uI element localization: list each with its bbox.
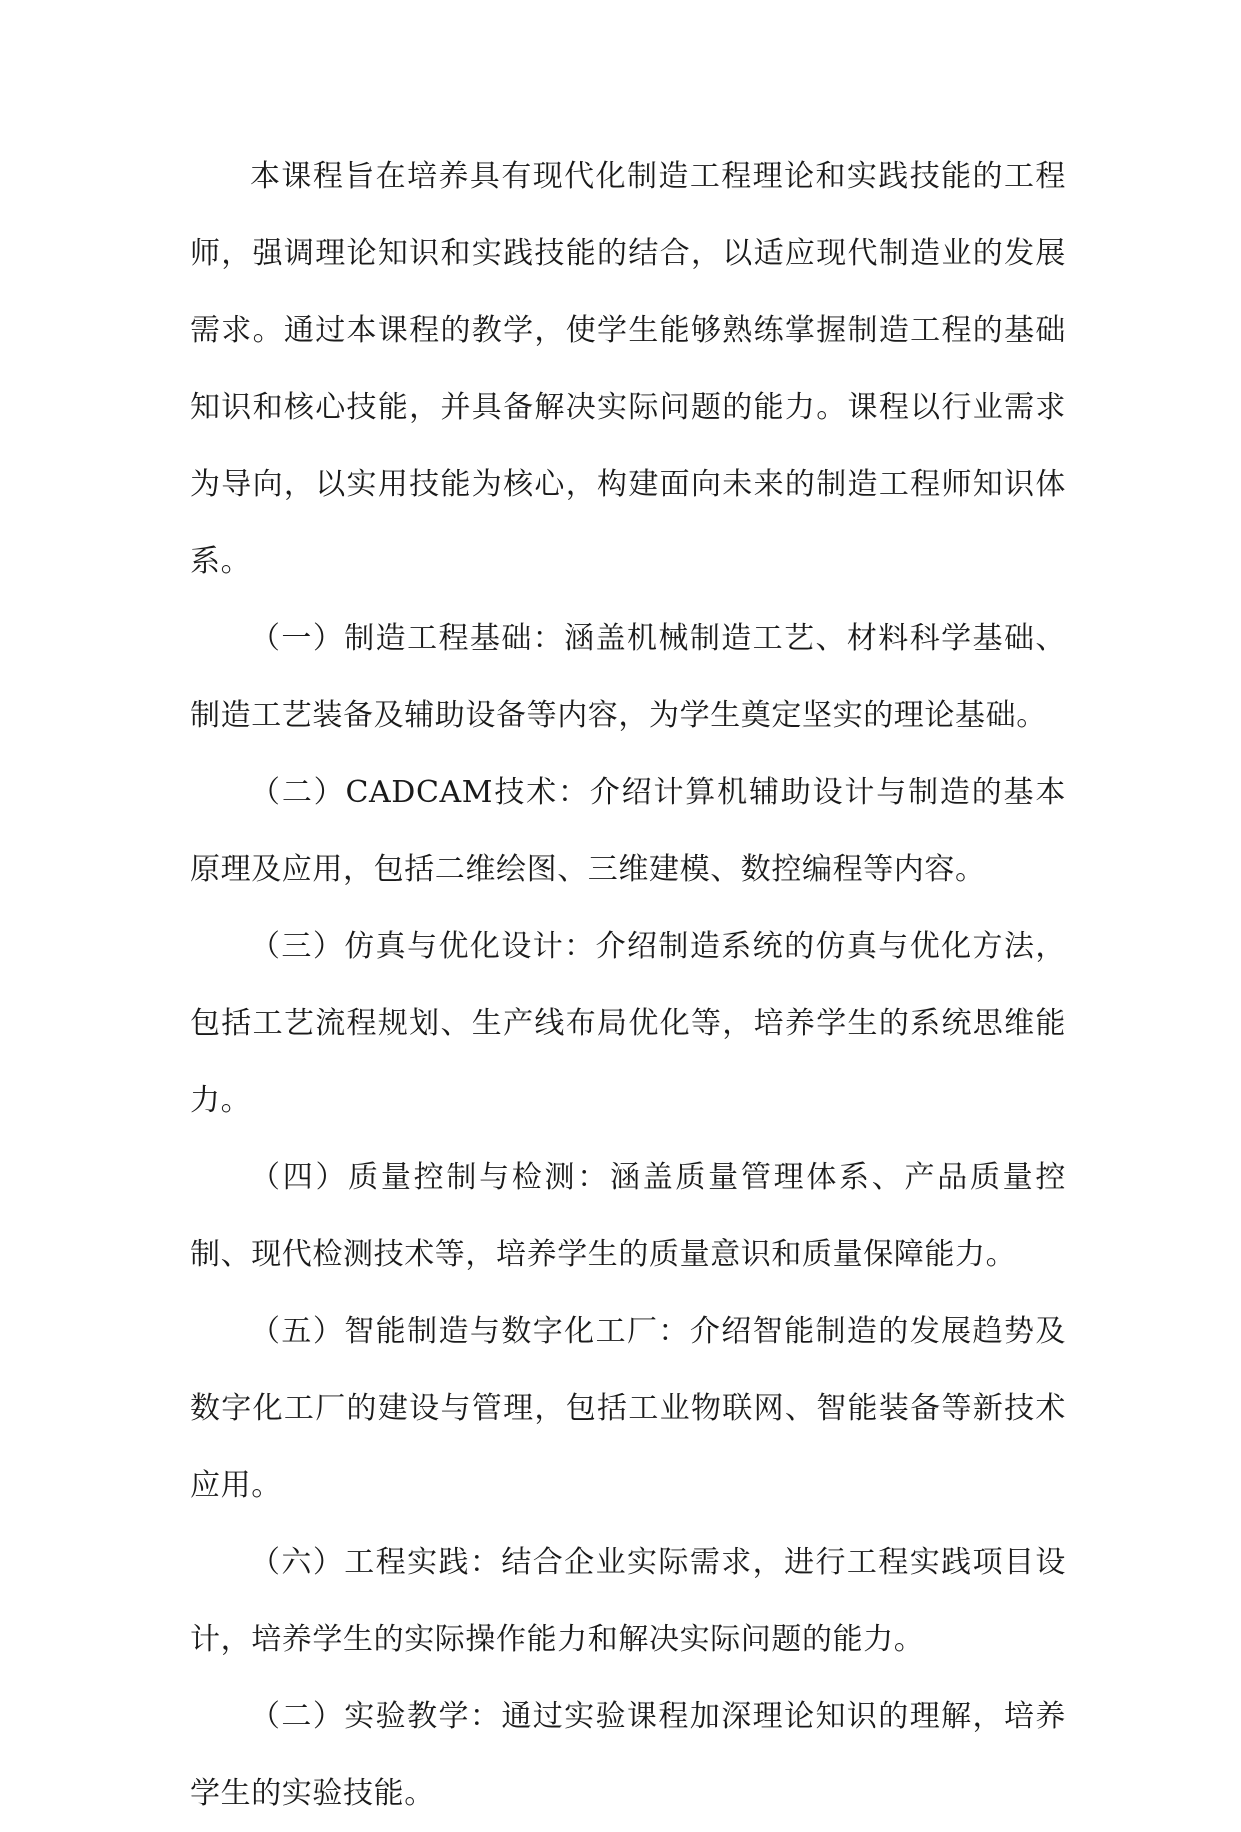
section-smart-manufacturing: （五）智能制造与数字化工厂：介绍智能制造的发展趋势及数字化工厂的建设与管理，包括工业物联网、智能装备等新技术应用。 <box>190 1314 1066 1503</box>
section-engineering-practice: （六）工程实践：结合企业实际需求，进行工程实践项目设计，培养学生的实际操作能力和解决实际问题的能力。 <box>190 1545 1066 1657</box>
section-quality-control: （四）质量控制与检测：涵盖质量管理体系、产品质量控制、现代检测技术等，培养学生的质量意识和质量保障能力。 <box>190 1160 1066 1272</box>
intro-paragraph: 本课程旨在培养具有现代化制造工程理论和实践技能的工程师，强调理论知识和实践技能的结合，以适应现代制造业的发展需求。通过本课程的教学，使学生能够熟练掌握制造工程的基础知识和核心技能，并具备解决实际问题的能力。课程以行业需求为导向，以实用技能为核心，构建面向未来的制造工程师知识体系。 <box>190 159 1066 579</box>
section-cadcam: （二）CADCAM技术：介绍计算机辅助设计与制造的基本原理及应用，包括二维绘图、三维建模、数控编程等内容。 <box>190 775 1066 887</box>
section-experimental-teaching: （二）实验教学：通过实验课程加深理论知识的理解，培养学生的实验技能。 <box>190 1699 1066 1811</box>
section-manufacturing-basics: （一）制造工程基础：涵盖机械制造工艺、材料科学基础、制造工艺装备及辅助设备等内容，为学生奠定坚实的理论基础。 <box>190 621 1066 733</box>
section-simulation-optimization: （三）仿真与优化设计：介绍制造系统的仿真与优化方法，包括工艺流程规划、生产线布局优化等，培养学生的系统思维能力。 <box>190 929 1066 1118</box>
document-body <box>190 138 1066 1832</box>
